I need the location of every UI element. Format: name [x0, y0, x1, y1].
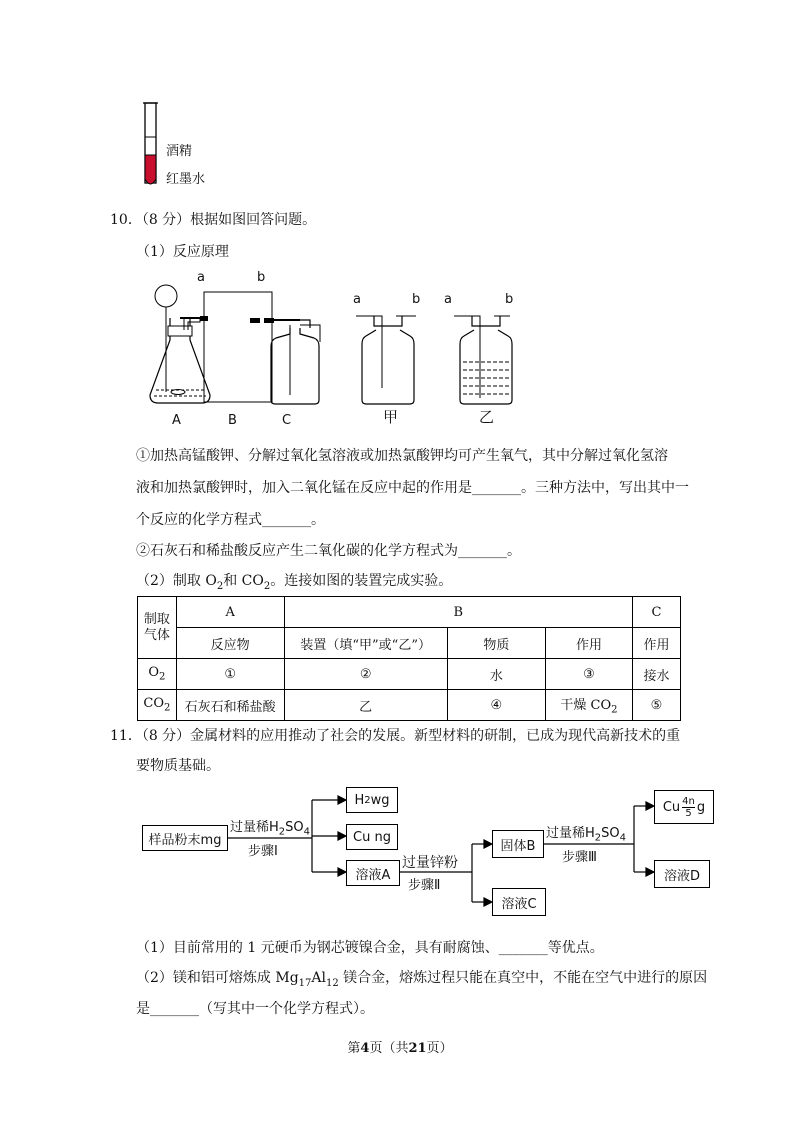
flow-step2: 步骤Ⅱ [408, 878, 441, 893]
q10-line4: ②石灰石和稀盐酸反应产生二氧化碳的化学方程式为_______。 [136, 543, 521, 559]
label-b-yi: b [505, 292, 514, 307]
q10-part1: （1）反应原理 [136, 244, 229, 260]
cell-co2: $CO_2$ [138, 690, 177, 721]
cell-collect-water: 接水 [633, 659, 681, 690]
cell-blank-4: ④ [447, 690, 545, 721]
label-a-yi: a [444, 292, 452, 307]
cell-blank-2: ② [284, 659, 447, 690]
label-yi: 乙 [479, 408, 495, 426]
th-substance: 物质 [447, 628, 545, 659]
label-jia: 甲 [383, 408, 399, 426]
label-B: B [228, 413, 237, 428]
cell-blank-5: ⑤ [633, 690, 681, 721]
flow-solution-c-box: 溶液C [492, 888, 546, 916]
label-A: A [172, 413, 181, 428]
flow-cu2-box: Cu $\frac{4n}{5}$ g [654, 790, 714, 824]
cell-blank-1: ① [176, 659, 284, 690]
cell-yi: 乙 [284, 690, 447, 721]
flow-sample-box: 样品粉末mg [142, 825, 228, 851]
label-b-jia: b [412, 292, 421, 307]
tube-label-red-ink: 红墨水 [166, 172, 206, 187]
tube-label-alcohol: 酒精 [166, 144, 193, 159]
cell-blank-3: ③ [545, 659, 632, 690]
label-a-jia: a [353, 292, 361, 307]
q11-q1: （1）目前常用的 1 元硬币为钢芯镀镍合金，具有耐腐蚀、_______等优点。 [136, 940, 604, 956]
th-reactant: 反应物 [176, 628, 284, 659]
cell-dry-co2: 干燥 $CO_2$ [545, 690, 632, 721]
flow-solution-d-box: 溶液D [654, 860, 710, 888]
q10-header: 10．（8 分）根据如图回答问题。 [110, 212, 317, 228]
cell-water: 水 [447, 659, 545, 690]
flow-solution-a-box: 溶液A [346, 860, 400, 886]
cell-o2: $O_2$ [138, 659, 177, 690]
flow-solid-b-box: 固体B [492, 830, 544, 858]
th-B: B [284, 597, 632, 628]
th-A: A [176, 597, 284, 628]
q11-header-1: 11．（8 分）金属材料的应用推动了社会的发展。新型材料的研制，已成为现代高新技术的重 [110, 728, 681, 744]
th-C: C [633, 597, 681, 628]
frac-num: 4n [682, 795, 695, 807]
q10-line2: 液和加热氯酸钾时，加入二氧化锰在反应中起的作用是_______。三种方法中，写出其中一 [136, 480, 689, 496]
q10-line1: ①加热高锰酸钾、分解过氧化氢溶液或加热氯酸钾均可产生氧气，其中分解过氧化氢溶 [136, 448, 668, 464]
page-footer: 第4页（共21页） [347, 1041, 453, 1056]
flow-step2-reagent: 过量锌粉 [402, 855, 458, 871]
q11-q2-line2: 是_______（写其中一个化学方程式）。 [136, 1001, 374, 1017]
q10-part2: （2）制取 $O_2$和 $CO_2$。连接如图的装置完成实验。 [136, 573, 453, 592]
cell-limestone: 石灰石和稀盐酸 [176, 690, 284, 721]
th-use-c: 作用 [633, 628, 681, 659]
flow-h2-box: H 2 wg [346, 787, 398, 813]
q10-line3: 个反应的化学方程式_______。 [136, 512, 325, 528]
label-b-1: b [257, 270, 266, 285]
flow-step3-reagent: 过量稀$H_2SO_4$ [546, 826, 627, 844]
frac-den: 5 [685, 807, 692, 819]
flow-step1: 步骤Ⅰ [248, 844, 278, 859]
flow-cu-box: Cu ng [346, 824, 398, 850]
flow-step1-reagent: 过量稀$H_2SO_4$ [230, 820, 311, 838]
q11-q2: （2）镁和铝可熔炼成 $Mg_{17}Al_{12}$ 镁合金，熔炼过程只能在真空中，不能在空气中进行的原因 [136, 970, 708, 989]
label-C: C [282, 413, 292, 428]
label-a-1: a [197, 270, 205, 285]
flow-step3: 步骤Ⅲ [562, 850, 597, 865]
th-gas: 制取 气体 [138, 597, 177, 659]
th-use: 作用 [545, 628, 632, 659]
th-device: 装置（填“甲”或“乙”） [284, 628, 447, 659]
q11-header-2: 要物质基础。 [136, 758, 220, 774]
